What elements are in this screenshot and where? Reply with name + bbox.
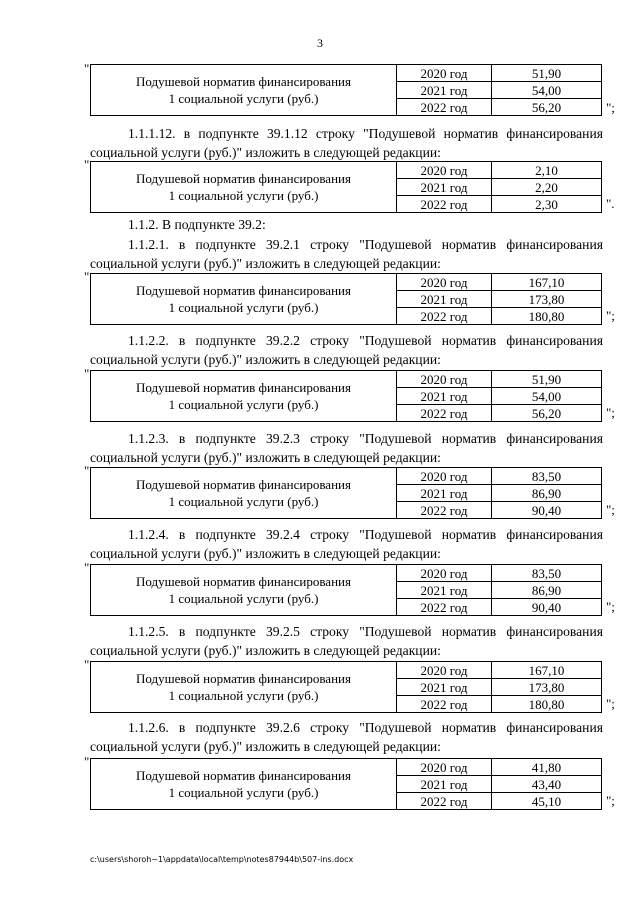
- year-cell: 2022 год: [397, 99, 492, 116]
- table-row: [91, 468, 602, 485]
- funding-table: [90, 467, 602, 519]
- paragraph: 1.1.2.1. в подпункте 39.2.1 строку "Подушевой норматив финансирования социальной услуги (руб.)" изложить в следующей редакции:: [90, 237, 603, 271]
- value-cell: 83,50: [492, 565, 602, 582]
- close-quote: ";: [606, 599, 615, 614]
- table-label: Подушевой норматив финансирования 1 социальной услуги (руб.): [91, 371, 397, 422]
- close-quote: ";: [606, 405, 615, 420]
- value-cell: 54,00: [492, 82, 602, 99]
- table-row: [91, 759, 602, 776]
- table-row: [91, 274, 602, 291]
- year-cell: 2021 год: [397, 388, 492, 405]
- value-cell: 86,90: [492, 485, 602, 502]
- value-cell: 2,20: [492, 179, 602, 196]
- value-cell: 173,80: [492, 291, 602, 308]
- value-cell: 56,20: [492, 99, 602, 116]
- value-cell: 2,10: [492, 162, 602, 179]
- funding-table: [90, 564, 602, 616]
- funding-table: [90, 273, 602, 325]
- open-quote: ": [84, 754, 90, 769]
- table-label: Подушевой норматив финансирования 1 социальной услуги (руб.): [91, 274, 397, 325]
- funding-table: [90, 758, 602, 810]
- open-quote: ": [84, 657, 90, 672]
- year-cell: 2020 год: [397, 662, 492, 679]
- year-cell: 2022 год: [397, 196, 492, 213]
- year-cell: 2020 год: [397, 274, 492, 291]
- open-quote: ": [84, 560, 90, 575]
- year-cell: 2022 год: [397, 502, 492, 519]
- table-label: Подушевой норматив финансирования 1 социальной услуги (руб.): [91, 468, 397, 519]
- year-cell: 2020 год: [397, 759, 492, 776]
- open-quote: ": [84, 269, 90, 284]
- table-label: Подушевой норматив финансирования 1 социальной услуги (руб.): [91, 662, 397, 713]
- year-cell: 2020 год: [397, 371, 492, 388]
- value-cell: 167,10: [492, 662, 602, 679]
- table-label: Подушевой норматив финансирования 1 социальной услуги (руб.): [91, 759, 397, 810]
- year-cell: 2022 год: [397, 696, 492, 713]
- year-cell: 2021 год: [397, 82, 492, 99]
- paragraph: 1.1.2.6. в подпункте 39.2.6 строку "Подушевой норматив финансирования социальной услуги (руб.)" изложить в следующей редакции:: [90, 720, 603, 754]
- funding-table: [90, 161, 602, 213]
- open-quote: ": [84, 366, 90, 381]
- close-quote: ".: [606, 196, 615, 211]
- table-row: [91, 162, 602, 179]
- value-cell: 90,40: [492, 599, 602, 616]
- value-cell: 167,10: [492, 274, 602, 291]
- year-cell: 2020 год: [397, 162, 492, 179]
- table-row: [91, 371, 602, 388]
- year-cell: 2021 год: [397, 179, 492, 196]
- table-label: Подушевой норматив финансирования 1 социальной услуги (руб.): [91, 162, 397, 213]
- paragraph: 1.1.2.5. в подпункте 39.2.5 строку "Подушевой норматив финансирования социальной услуги (руб.)" изложить в следующей редакции:: [90, 624, 603, 658]
- close-quote: ";: [606, 793, 615, 808]
- file-path-footer: c:\users\shoroh~1\appdata\local\temp\notes87944b\507-ins.docx: [90, 855, 354, 864]
- year-cell: 2021 год: [397, 582, 492, 599]
- paragraph: 1.1.2.3. в подпункте 39.2.3 строку "Подушевой норматив финансирования социальной услуги (руб.)" изложить в следующей редакции:: [90, 431, 603, 465]
- close-quote: ";: [606, 308, 615, 323]
- funding-table: [90, 370, 602, 422]
- year-cell: 2021 год: [397, 679, 492, 696]
- year-cell: 2020 год: [397, 565, 492, 582]
- value-cell: 2,30: [492, 196, 602, 213]
- year-cell: 2022 год: [397, 599, 492, 616]
- year-cell: 2021 год: [397, 291, 492, 308]
- value-cell: 83,50: [492, 468, 602, 485]
- year-cell: 2020 год: [397, 468, 492, 485]
- value-cell: 86,90: [492, 582, 602, 599]
- funding-table: [90, 661, 602, 713]
- paragraph: 1.1.1.12. в подпункте 39.1.12 строку "Подушевой норматив финансирования социальной услуги (руб.)" изложить в следующей редакции:: [90, 126, 603, 160]
- paragraph: 1.1.2.2. в подпункте 39.2.2 строку "Подушевой норматив финансирования социальной услуги (руб.)" изложить в следующей редакции:: [90, 333, 603, 367]
- value-cell: 41,80: [492, 759, 602, 776]
- value-cell: 173,80: [492, 679, 602, 696]
- close-quote: ";: [606, 696, 615, 711]
- open-quote: ": [84, 61, 90, 76]
- paragraph: 1.1.2.4. в подпункте 39.2.4 строку "Подушевой норматив финансирования социальной услуги (руб.)" изложить в следующей редакции:: [90, 527, 603, 561]
- paragraph: 1.1.2. В подпункте 39.2:: [128, 217, 266, 232]
- year-cell: 2020 год: [397, 65, 492, 82]
- table-row: [91, 565, 602, 582]
- value-cell: 56,20: [492, 405, 602, 422]
- close-quote: ";: [606, 502, 615, 517]
- funding-table: [90, 64, 602, 116]
- year-cell: 2022 год: [397, 793, 492, 810]
- table-label: Подушевой норматив финансирования 1 социальной услуги (руб.): [91, 565, 397, 616]
- value-cell: 51,90: [492, 371, 602, 388]
- close-quote: ";: [606, 100, 615, 115]
- year-cell: 2021 год: [397, 485, 492, 502]
- table-label: Подушевой норматив финансирования 1 социальной услуги (руб.): [91, 65, 397, 116]
- value-cell: 43,40: [492, 776, 602, 793]
- value-cell: 54,00: [492, 388, 602, 405]
- table-row: [91, 65, 602, 82]
- value-cell: 180,80: [492, 308, 602, 325]
- value-cell: 51,90: [492, 65, 602, 82]
- year-cell: 2022 год: [397, 308, 492, 325]
- open-quote: ": [84, 463, 90, 478]
- year-cell: 2022 год: [397, 405, 492, 422]
- year-cell: 2021 год: [397, 776, 492, 793]
- value-cell: 180,80: [492, 696, 602, 713]
- value-cell: 90,40: [492, 502, 602, 519]
- table-row: [91, 662, 602, 679]
- page-number: 3: [317, 36, 323, 50]
- open-quote: ": [84, 157, 90, 172]
- value-cell: 45,10: [492, 793, 602, 810]
